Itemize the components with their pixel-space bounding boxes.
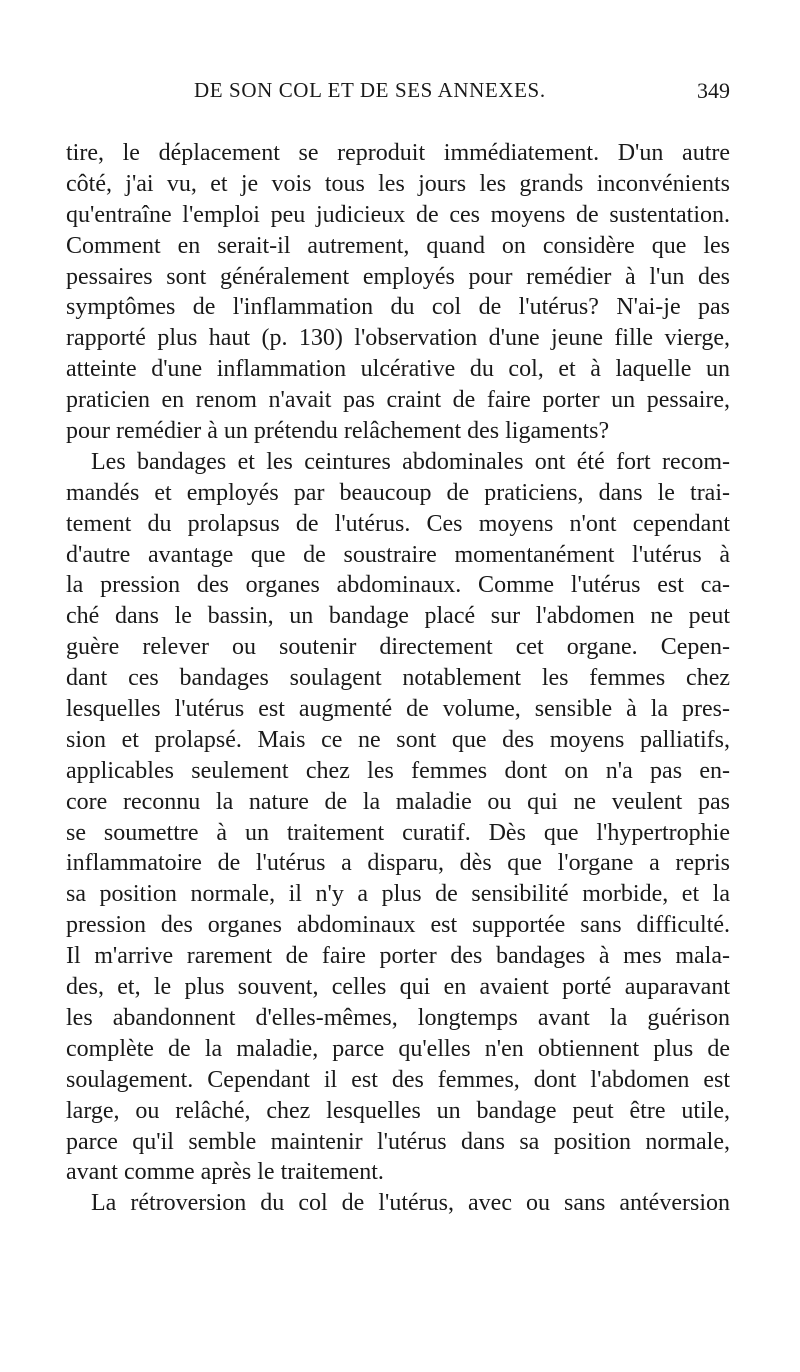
page-header (66, 78, 730, 114)
text-line: la pression des organes abdominaux. Comme l'utérus est ca- (66, 572, 730, 599)
body-text (66, 138, 730, 1219)
text-line: avant comme après le traitement. (66, 1159, 384, 1186)
text-line: les abandonnent d'elles-mêmes, longtemps avant la guérison (66, 1004, 730, 1031)
running-title: DE SON COL ET DE SES ANNEXES. (194, 78, 546, 102)
text-line: symptômes de l'inflammation du col de l'utérus? N'ai-je pas (66, 294, 730, 321)
text-line: core reconnu la nature de la maladie ou qui ne veulent pas (66, 788, 730, 815)
text-line: ché dans le bassin, un bandage placé sur l'abdomen ne peut (66, 603, 730, 630)
page-number: 349 (697, 78, 730, 103)
text-line: pessaires sont généralement employés pour remédier à l'un des (66, 263, 730, 290)
text-line: soulagement. Cependant il est des femmes, dont l'abdomen est (66, 1066, 730, 1093)
text-line: parce qu'il semble maintenir l'utérus dans sa position normale, (66, 1128, 730, 1155)
text-line: La rétroversion du col de l'utérus, avec ou sans antéversion (91, 1190, 730, 1217)
text-line: pour remédier à un prétendu relâchement des ligaments? (66, 418, 610, 445)
text-line: tement du prolapsus de l'utérus. Ces moyens n'ont cependant (66, 510, 730, 537)
text-line: se soumettre à un traitement curatif. Dès que l'hypertrophie (66, 819, 730, 846)
text-line: praticien en renom n'avait pas craint de faire porter un pessaire, (66, 387, 730, 414)
text-line: atteinte d'une inflammation ulcérative du col, et à laquelle un (66, 356, 730, 383)
text-line: dant ces bandages soulagent notablement les femmes chez (66, 665, 730, 692)
text-line: tire, le déplacement se reproduit immédiatement. D'un autre (66, 140, 730, 166)
text-line: Comment en serait-il autrement, quand on considère que les (66, 232, 730, 259)
text-line: complète de la maladie, parce qu'elles n'en obtiennent plus de (66, 1035, 730, 1062)
text-line: côté, j'ai vu, et je vois tous les jours les grands inconvénients (66, 170, 730, 197)
text-line: inflammatoire de l'utérus a disparu, dès que l'organe a repris (66, 850, 730, 877)
text-line: des, et, le plus souvent, celles qui en avaient porté auparavant (66, 974, 730, 1001)
text-line: large, ou relâché, chez lesquelles un bandage peut être utile, (66, 1097, 730, 1124)
text-line: mandés et employés par beaucoup de praticiens, dans le trai- (66, 479, 730, 506)
text-line: Les bandages et les ceintures abdominales ont été fort recom- (91, 448, 730, 475)
text-line: lesquelles l'utérus est augmenté de volume, sensible à la pres- (66, 696, 730, 723)
text-line: sa position normale, il n'y a plus de sensibilité morbide, et la (66, 881, 730, 908)
text-line: pression des organes abdominaux est supportée sans difficulté. (66, 912, 730, 939)
text-line: rapporté plus haut (p. 130) l'observation d'une jeune fille vierge, (66, 325, 730, 352)
text-line: d'autre avantage que de soustraire momentanément l'utérus à (66, 541, 730, 568)
text-line: sion et prolapsé. Mais ce ne sont que des moyens palliatifs, (66, 726, 730, 753)
text-line: Il m'arrive rarement de faire porter des bandages à mes mala- (66, 943, 730, 970)
text-line: qu'entraîne l'emploi peu judicieux de ces moyens de sustentation. (66, 201, 730, 228)
text-line: guère relever ou soutenir directement cet organe. Cepen- (66, 634, 730, 661)
text-line: applicables seulement chez les femmes dont on n'a pas en- (66, 757, 730, 784)
